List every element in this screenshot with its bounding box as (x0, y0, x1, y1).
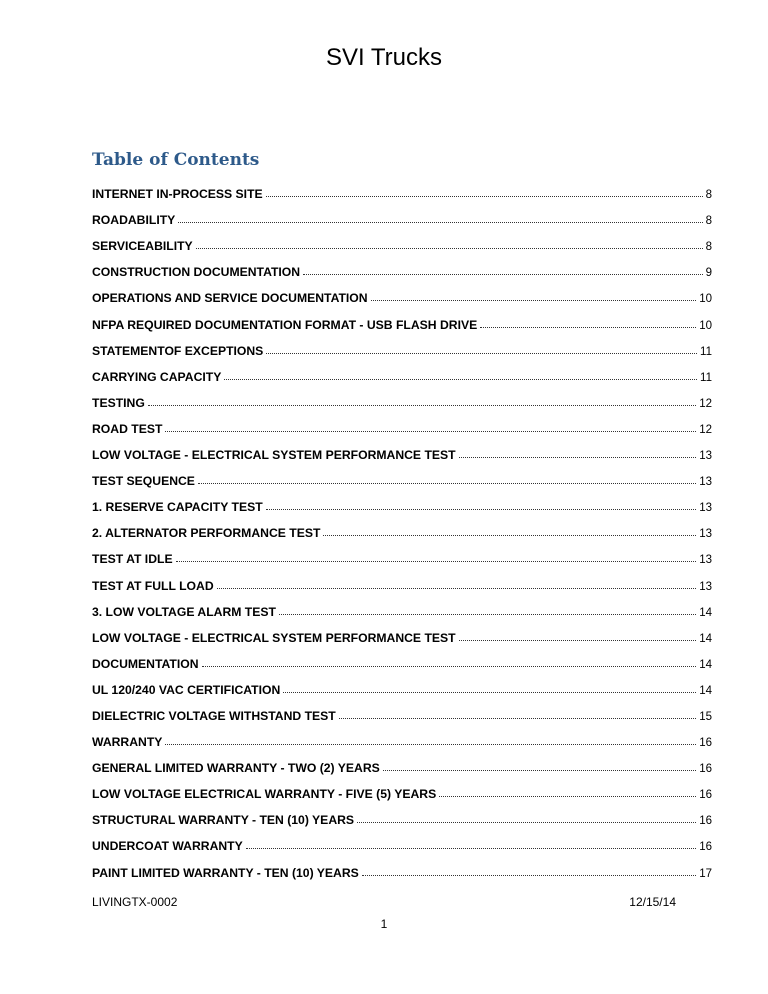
toc-entry-label: 3. LOW VOLTAGE ALARM TEST (92, 604, 276, 619)
toc-entry[interactable] (92, 697, 712, 723)
toc-entry-page: 17 (699, 867, 712, 880)
toc-entry-page: 13 (699, 554, 712, 567)
toc-entry[interactable] (92, 619, 712, 645)
toc-entry-label: DOCUMENTATION (92, 656, 199, 671)
toc-entry-label: LOW VOLTAGE ELECTRICAL WARRANTY - FIVE (5) YEARS (92, 787, 437, 802)
toc-entry-label: 2. ALTERNATOR PERFORMANCE TEST (92, 526, 321, 541)
toc-entry[interactable] (92, 436, 712, 462)
toc-entry-page: 14 (699, 658, 712, 671)
toc-entry-page: 13 (699, 580, 712, 593)
footer-page-number: 1 (380, 917, 388, 931)
toc-leader (165, 430, 696, 432)
toc-entry-page: 8 (705, 215, 712, 228)
toc-entry[interactable] (92, 253, 712, 279)
toc-entry-page: 16 (699, 789, 712, 802)
toc-entry-label: ROAD TEST (92, 421, 163, 436)
toc-leader (148, 404, 696, 406)
toc-entry-label: CONSTRUCTION DOCUMENTATION (92, 265, 301, 280)
toc-leader (165, 743, 696, 745)
toc-leader (178, 221, 702, 223)
toc-entry-page: 11 (700, 371, 712, 384)
toc-leader (224, 378, 697, 380)
toc-entry-page: 8 (705, 241, 712, 254)
toc-entry-label: UNDERCOAT WARRANTY (92, 839, 243, 854)
toc-entry[interactable] (92, 201, 712, 227)
toc-leader (371, 299, 697, 301)
toc-entry-label: DIELECTRIC VOLTAGE WITHSTAND TEST (92, 708, 336, 723)
toc-entry[interactable] (92, 671, 712, 697)
toc-entry-label: UL 120/240 VAC CERTIFICATION (92, 682, 281, 697)
toc-entry[interactable] (92, 384, 712, 410)
toc-entry[interactable] (92, 488, 712, 514)
toc-entry-page: 10 (699, 319, 712, 332)
toc-leader (459, 639, 697, 641)
toc-leader (198, 482, 696, 484)
toc-entry[interactable] (92, 332, 712, 358)
toc-entry-label: 1. RESERVE CAPACITY TEST (92, 500, 263, 515)
toc-leader (480, 326, 696, 328)
page-title: SVI Trucks (325, 44, 443, 71)
toc-entry[interactable] (92, 540, 712, 566)
toc-leader (339, 717, 696, 719)
toc-entry[interactable] (92, 279, 712, 305)
toc-entry-label: GENERAL LIMITED WARRANTY - TWO (2) YEARS (92, 761, 380, 776)
toc-leader (383, 769, 696, 771)
toc-entry-page: 14 (699, 632, 712, 645)
toc-entry[interactable] (92, 358, 712, 384)
toc-entry-page: 13 (699, 450, 712, 463)
toc-entry-label: TESTING (92, 395, 145, 410)
toc-leader (266, 195, 703, 197)
toc-entry-label: NFPA REQUIRED DOCUMENTATION FORMAT - USB FLASH DRIVE (92, 317, 478, 332)
toc-entry[interactable] (92, 410, 712, 436)
toc-entry[interactable] (92, 514, 712, 540)
toc-leader (439, 795, 696, 797)
toc-entry[interactable] (92, 175, 712, 201)
toc-entry[interactable] (92, 801, 712, 827)
toc-entry-page: 13 (699, 476, 712, 489)
toc-entry-page: 12 (699, 423, 712, 436)
toc-entry-label: SERVICEABILITY (92, 239, 193, 254)
toc-entry[interactable] (92, 566, 712, 592)
toc-entry-page: 13 (699, 502, 712, 515)
toc-entry-label: LOW VOLTAGE - ELECTRICAL SYSTEM PERFORMANCE TEST (92, 630, 456, 645)
toc-entry-page: 12 (699, 397, 712, 410)
toc-entry[interactable] (92, 645, 712, 671)
footer-date: 12/15/14 (629, 895, 676, 909)
toc-leader (459, 456, 697, 458)
table-of-contents (92, 175, 712, 880)
toc-heading: Table of Contents (92, 150, 260, 170)
toc-leader (357, 821, 696, 823)
toc-entry-page: 14 (699, 684, 712, 697)
toc-entry-label: OPERATIONS AND SERVICE DOCUMENTATION (92, 291, 368, 306)
toc-entry-label: WARRANTY (92, 735, 163, 750)
toc-leader (196, 247, 703, 249)
toc-entry[interactable] (92, 827, 712, 853)
toc-entry-page: 10 (699, 293, 712, 306)
toc-leader (217, 587, 697, 589)
toc-leader (266, 352, 697, 354)
toc-entry[interactable] (92, 723, 712, 749)
toc-entry-label: TEST SEQUENCE (92, 474, 195, 489)
toc-entry-label: STATEMENTOF EXCEPTIONS (92, 343, 264, 358)
toc-entry-page: 11 (700, 345, 712, 358)
toc-leader (283, 691, 696, 693)
toc-leader (266, 508, 697, 510)
toc-entry-page: 9 (705, 267, 712, 280)
toc-leader (176, 560, 697, 562)
toc-leader (202, 665, 697, 667)
toc-entry-label: LOW VOLTAGE - ELECTRICAL SYSTEM PERFORMANCE TEST (92, 448, 456, 463)
toc-entry-label: TEST AT FULL LOAD (92, 578, 214, 593)
toc-entry-label: CARRYING CAPACITY (92, 369, 222, 384)
toc-leader (323, 534, 696, 536)
toc-entry-page: 16 (699, 737, 712, 750)
toc-entry[interactable] (92, 775, 712, 801)
toc-entry-label: STRUCTURAL WARRANTY - TEN (10) YEARS (92, 813, 355, 828)
toc-entry-label: INTERNET IN-PROCESS SITE (92, 187, 263, 202)
toc-entry-page: 16 (699, 763, 712, 776)
toc-entry-label: PAINT LIMITED WARRANTY - TEN (10) YEARS (92, 865, 359, 880)
footer-doc-id: LIVINGTX-0002 (92, 895, 178, 909)
toc-entry-label: TEST AT IDLE (92, 552, 173, 567)
toc-entry-label: ROADABILITY (92, 213, 176, 228)
toc-leader (279, 613, 696, 615)
toc-entry[interactable] (92, 749, 712, 775)
toc-entry[interactable] (92, 853, 712, 879)
toc-entry[interactable] (92, 227, 712, 253)
toc-leader (246, 847, 696, 849)
toc-entry[interactable] (92, 593, 712, 619)
toc-entry-page: 8 (705, 189, 712, 202)
toc-entry-page: 14 (699, 606, 712, 619)
toc-entry-page: 13 (699, 528, 712, 541)
toc-entry[interactable] (92, 305, 712, 331)
toc-entry-page: 16 (699, 841, 712, 854)
toc-entry-page: 16 (699, 815, 712, 828)
toc-leader (303, 273, 703, 275)
toc-leader (362, 874, 696, 876)
toc-entry-page: 15 (699, 710, 712, 723)
toc-entry[interactable] (92, 462, 712, 488)
